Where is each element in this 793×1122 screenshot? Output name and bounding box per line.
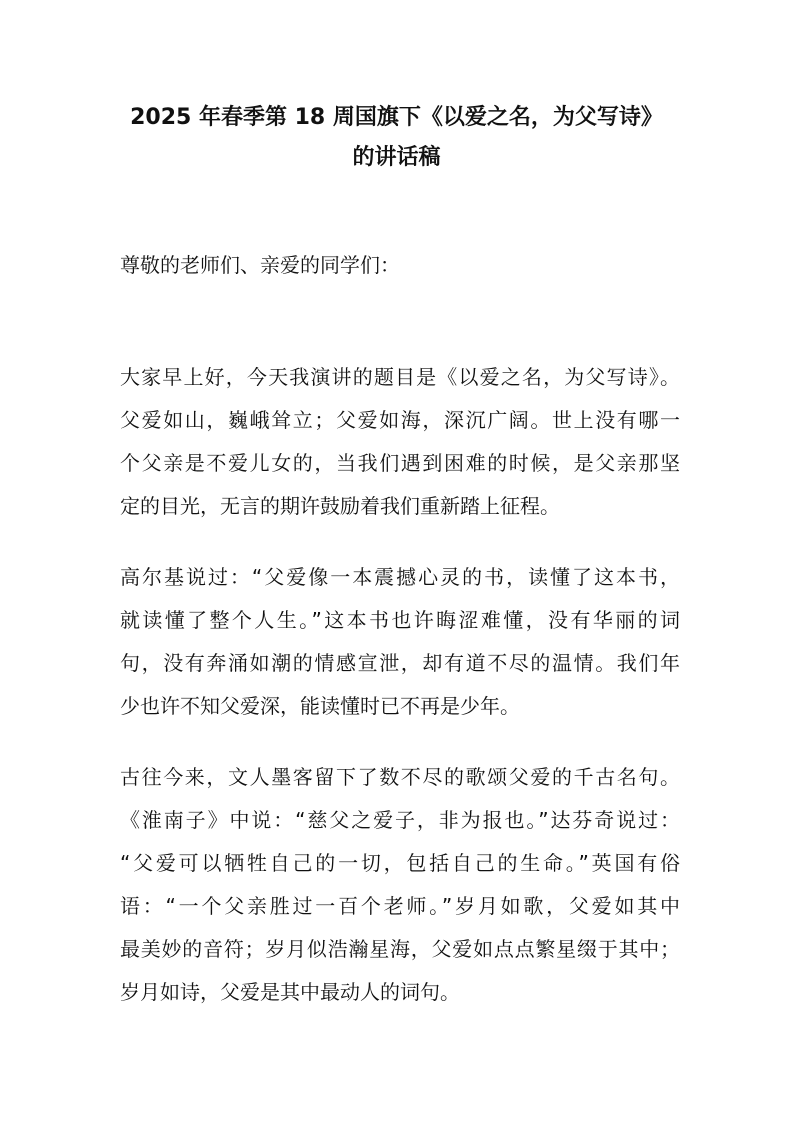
greeting (120, 244, 680, 287)
paragraph-line: 语：“一个父亲胜过一百个老师。”岁月如歌，父爱如其中 (120, 894, 680, 918)
paragraph-line: 就读懂了整个人生。”这本书也许晦涩难懂，没有华丽的词 (120, 608, 680, 632)
paragraph-line: 岁月如诗，父爱是其中最动人的词句。 (120, 980, 460, 1004)
paragraph-line: 《淮南子》中说：“慈父之爱子，非为报也。”达芬奇说过： (120, 808, 680, 832)
paragraph-line: 父爱如山，巍峨耸立；父爱如海，深沉广阔。世上没有哪一 (120, 408, 680, 432)
paragraph-line: 少也许不知父爱深，能读懂时已不再是少年。 (120, 694, 520, 718)
paragraph-line: 个父亲是不爱儿女的，当我们遇到困难的时候，是父亲那坚 (120, 451, 680, 475)
paragraph-line: 句，没有奔涌如潮的情感宣泄，却有道不尽的温情。我们年 (120, 651, 680, 675)
paragraph-line: 古往今来，文人墨客留下了数不尽的歌颂父爱的千古名句。 (120, 765, 680, 789)
title-line-1: 2025 年春季第 18 周国旗下《以爱之名，为父写诗》 (130, 105, 663, 130)
paragraph-line: 定的目光，无言的期许鼓励着我们重新踏上征程。 (120, 494, 560, 518)
paragraph-3 (120, 756, 680, 1014)
paragraph-2 (120, 556, 680, 728)
title-line-2: 的讲话稿 (352, 145, 441, 170)
paragraph-1 (120, 356, 680, 528)
paragraph-line: 高尔基说过：“父爱像一本震撼心灵的书，读懂了这本书， (120, 565, 680, 589)
paragraph-line: 大家早上好，今天我演讲的题目是《以爱之名，为父写诗》。 (120, 365, 680, 389)
paragraph-line: 最美妙的音符；岁月似浩瀚星海，父爱如点点繁星缀于其中； (120, 937, 680, 961)
greeting-text: 尊敬的老师们、亲爱的同学们： (120, 253, 400, 277)
paragraph-line: “父爱可以牺牲自己的一切，包括自己的生命。”英国有俗 (120, 851, 680, 875)
